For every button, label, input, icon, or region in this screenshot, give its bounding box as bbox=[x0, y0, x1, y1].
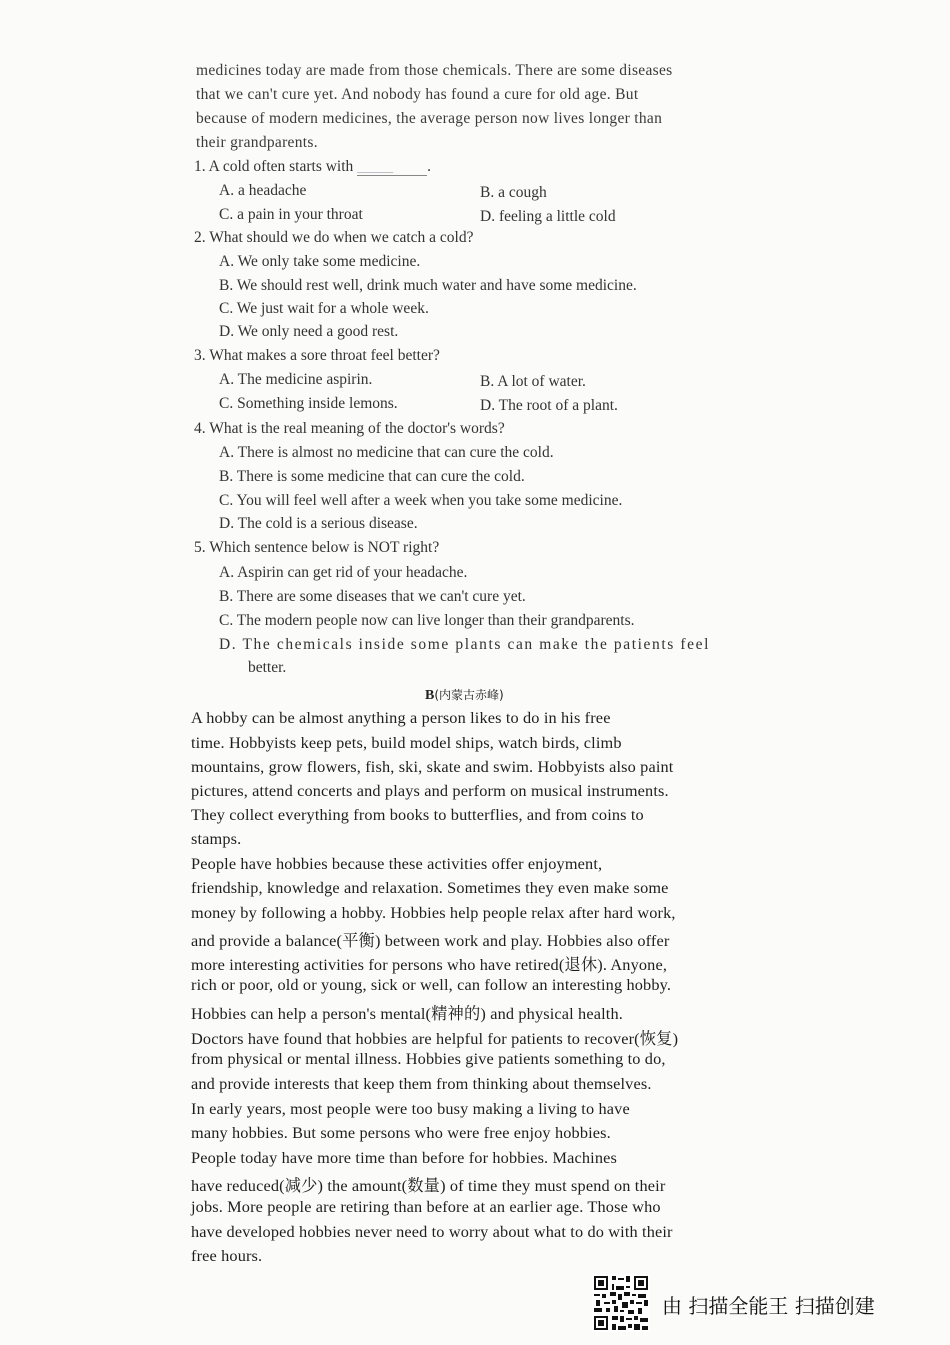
q4-option-d: D. The cold is a serious disease. bbox=[219, 515, 418, 532]
q1-option-c: C. a pain in your throat bbox=[219, 206, 363, 223]
q2-option-d: D. We only need a good rest. bbox=[219, 323, 399, 340]
text-line: stamps. bbox=[191, 829, 242, 848]
q2-option-a: A. We only take some medicine. bbox=[219, 253, 421, 270]
text-line: mountains, grow flowers, fish, ski, skate and swim. Hobbyists also paint bbox=[191, 757, 674, 776]
q1-option-a: A. a headache bbox=[219, 182, 307, 199]
text-line: time. Hobbyists keep pets, build model ships, watch birds, climb bbox=[191, 733, 622, 752]
question-2-stem: 2. What should we do when we catch a cold? bbox=[194, 229, 474, 246]
text-line: and provide a balance(平衡) between work and play. Hobbies also offer bbox=[191, 931, 670, 950]
q5-option-d-continued: better. bbox=[248, 659, 287, 676]
text-line: have reduced(减少) the amount(数量) of time they must spend on their bbox=[191, 1176, 666, 1195]
qr-code-icon bbox=[592, 1274, 650, 1332]
text-line: money by following a hobby. Hobbies help people relax after hard work, bbox=[191, 903, 676, 922]
text-line: many hobbies. But some persons who were free enjoy hobbies. bbox=[191, 1123, 611, 1142]
q5-option-a: A. Aspirin can get rid of your headache. bbox=[219, 564, 468, 581]
text-line: and provide interests that keep them from thinking about themselves. bbox=[191, 1074, 652, 1093]
q4-option-c: C. You will feel well after a week when you take some medicine. bbox=[219, 492, 623, 509]
text-line: medicines today are made from those chemicals. There are some diseases bbox=[196, 62, 673, 79]
text-line: free hours. bbox=[191, 1246, 263, 1265]
text-line: rich or poor, old or young, sick or well, can follow an interesting hobby. bbox=[191, 975, 672, 994]
text-line: friendship, knowledge and relaxation. Sometimes they even make some bbox=[191, 878, 669, 897]
text-line: They collect everything from books to butterflies, and from coins to bbox=[191, 805, 644, 824]
q2-option-b: B. We should rest well, drink much water and have some medicine. bbox=[219, 277, 637, 294]
scanner-credit-text: 由 扫描全能王 扫描创建 bbox=[662, 1294, 875, 1318]
q3-option-c: C. Something inside lemons. bbox=[219, 395, 398, 412]
q5-option-d: D. The chemicals inside some plants can make the patients feel bbox=[219, 636, 711, 653]
q1-option-b: B. a cough bbox=[480, 184, 547, 201]
text-line: People have hobbies because these activities offer enjoyment, bbox=[191, 854, 603, 873]
text-line: Hobbies can help a person's mental(精神的) and physical health. bbox=[191, 1004, 623, 1023]
question-3-stem: 3. What makes a sore throat feel better? bbox=[194, 347, 440, 364]
q4-option-b: B. There is some medicine that can cure the cold. bbox=[219, 468, 525, 485]
text-line: In early years, most people were too busy making a living to have bbox=[191, 1099, 630, 1118]
q3-option-a: A. The medicine aspirin. bbox=[219, 371, 373, 388]
q5-option-c: C. The modern people now can live longer than their grandparents. bbox=[219, 612, 635, 629]
text-line: their grandparents. bbox=[196, 134, 318, 151]
answer-blank: ______ bbox=[357, 160, 427, 176]
q3-option-d: D. The root of a plant. bbox=[480, 397, 618, 414]
text-line: that we can't cure yet. And nobody has found a cure for old age. But bbox=[196, 86, 639, 103]
q2-option-c: C. We just wait for a whole week. bbox=[219, 300, 429, 317]
question-1-stem: 1. A cold often starts with ______ . bbox=[194, 158, 432, 175]
text-line: Doctors have found that hobbies are helpful for patients to recover(恢复) bbox=[191, 1029, 679, 1048]
q5-option-b: B. There are some diseases that we can't cure yet. bbox=[219, 588, 526, 605]
text-line: People today have more time than before for hobbies. Machines bbox=[191, 1148, 617, 1167]
text-line: have developed hobbies never need to worry about what to do with their bbox=[191, 1222, 673, 1241]
text-line: A hobby can be almost anything a person likes to do in his free bbox=[191, 708, 611, 727]
q3-option-b: B. A lot of water. bbox=[480, 373, 586, 390]
section-b-title: B(内蒙古赤峰) bbox=[425, 688, 504, 703]
question-4-stem: 4. What is the real meaning of the doctor's words? bbox=[194, 420, 505, 437]
text-line: more interesting activities for persons who have retired(退休). Anyone, bbox=[191, 955, 668, 974]
text-line: from physical or mental illness. Hobbies give patients something to do, bbox=[191, 1049, 666, 1068]
question-5-stem: 5. Which sentence below is NOT right? bbox=[194, 539, 440, 556]
text-line: because of modern medicines, the average person now lives longer than bbox=[196, 110, 663, 127]
text-line: jobs. More people are retiring than before at an earlier age. Those who bbox=[191, 1197, 661, 1216]
q4-option-a: A. There is almost no medicine that can cure the cold. bbox=[219, 444, 554, 461]
q1-option-d: D. feeling a little cold bbox=[480, 208, 616, 225]
scanner-watermark bbox=[592, 1274, 932, 1336]
text-line: pictures, attend concerts and plays and perform on musical instruments. bbox=[191, 781, 669, 800]
section-b-region: (内蒙古赤峰) bbox=[434, 688, 504, 702]
